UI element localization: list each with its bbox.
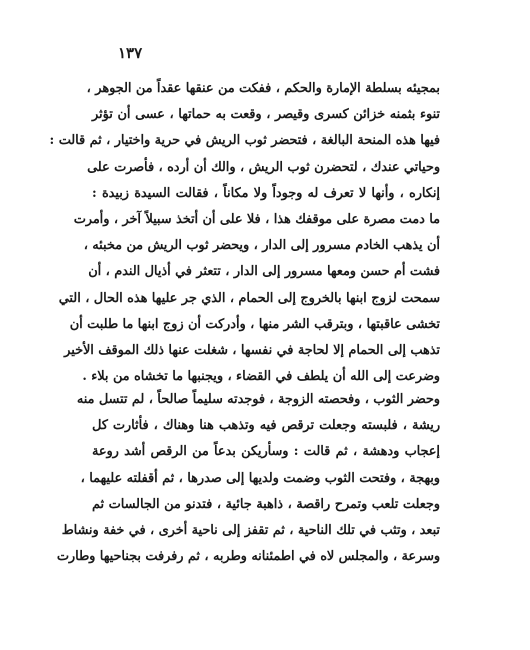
text-line: أن يذهب الخادم مسرور إلى الدار ، ويحضر ثوب الريش من مخبئه ، <box>83 238 440 254</box>
text-line: تخشى عاقبتها ، وبترقب الشر منها ، وأدركت أن زوج ابنها ما طلبت أن <box>69 316 440 332</box>
text-line: سمحت لزوج ابنها بالخروج إلى الحمام ، الذي جر عليها هذه الحال ، التي <box>58 290 440 306</box>
text-line: إنكاره ، وأنها لا تعرف له وجوداً ولا مكاناً ، فقالت السيدة زبيدة : <box>92 185 440 201</box>
text-line: وسرعة ، والمجلس لاه في اطمئنانه وطربه ، ثم رفرفت بجناحيها وطارت <box>56 549 440 565</box>
text-line: وجعلت تلعب وتمرح راقصة ، ذاهبة جائية ، فتدنو من الجالسات ثم <box>92 496 440 512</box>
text-line: فشت أم حسن ومعها مسرور إلى الدار ، تتعثر في أذيال الندم ، أن <box>88 264 440 280</box>
page-number: ١٣٧ <box>118 44 143 62</box>
text-line: ريشة ، فلبسته وجعلت ترقص فيه وتذهب هنا وهناك ، فأثارت كل <box>92 418 440 434</box>
text-line: تبعد ، وتثب في تلك الناحية ، ثم تقفز إلى ناحية أخرى ، في خفة ونشاط <box>61 522 440 538</box>
text-line: وضرعت إلى الله أن يلطف في القضاء ، ويجنبها ما تخشاه من بلاء . <box>82 369 440 385</box>
text-line: إعجاب ودهشة ، ثم قالت : وسأريكن بدعاً من الرقص أشد روعة <box>92 444 440 460</box>
text-line: بمجيئه بسلطة الإمارة والحكم ، ففكت من عنقها عقداً من الجوهر ، <box>86 81 440 96</box>
text-line: تنوء بثمنه خزائن كسرى وقيصر ، وقعت به حماتها ، عسى أن تؤثر <box>92 107 440 123</box>
text-line: وبهجة ، وفتحت الثوب وضمت ولديها إلى صدرها ، ثم أقفلته عليهما ، <box>80 470 440 486</box>
text-line: وحضر الثوب ، وفحصته الزوجة ، فوجدته سليماً صالحاً ، لم تتسل منه <box>76 392 440 407</box>
text-line: تذهب إلى الحمام إلا لحاجة في نفسها ، شغلت عنها ذلك الموقف الأخير <box>64 342 440 358</box>
text-line: فيها هذه المنحة البالغة ، فتحضر ثوب الريش في حرية واختيار ، ثم قالت : <box>49 133 440 149</box>
text-line: ما دمت مصرة على موقفك هذا ، فلا على أن أتخذ سبيلاً آخر ، وأمرت <box>73 211 440 227</box>
paragraph-1 <box>49 76 440 390</box>
paragraph-2 <box>56 387 440 570</box>
text-line: وحياتي عندك ، لتحضرن ثوب الريش ، والك أن أرده ، فأصرت على <box>87 159 440 175</box>
